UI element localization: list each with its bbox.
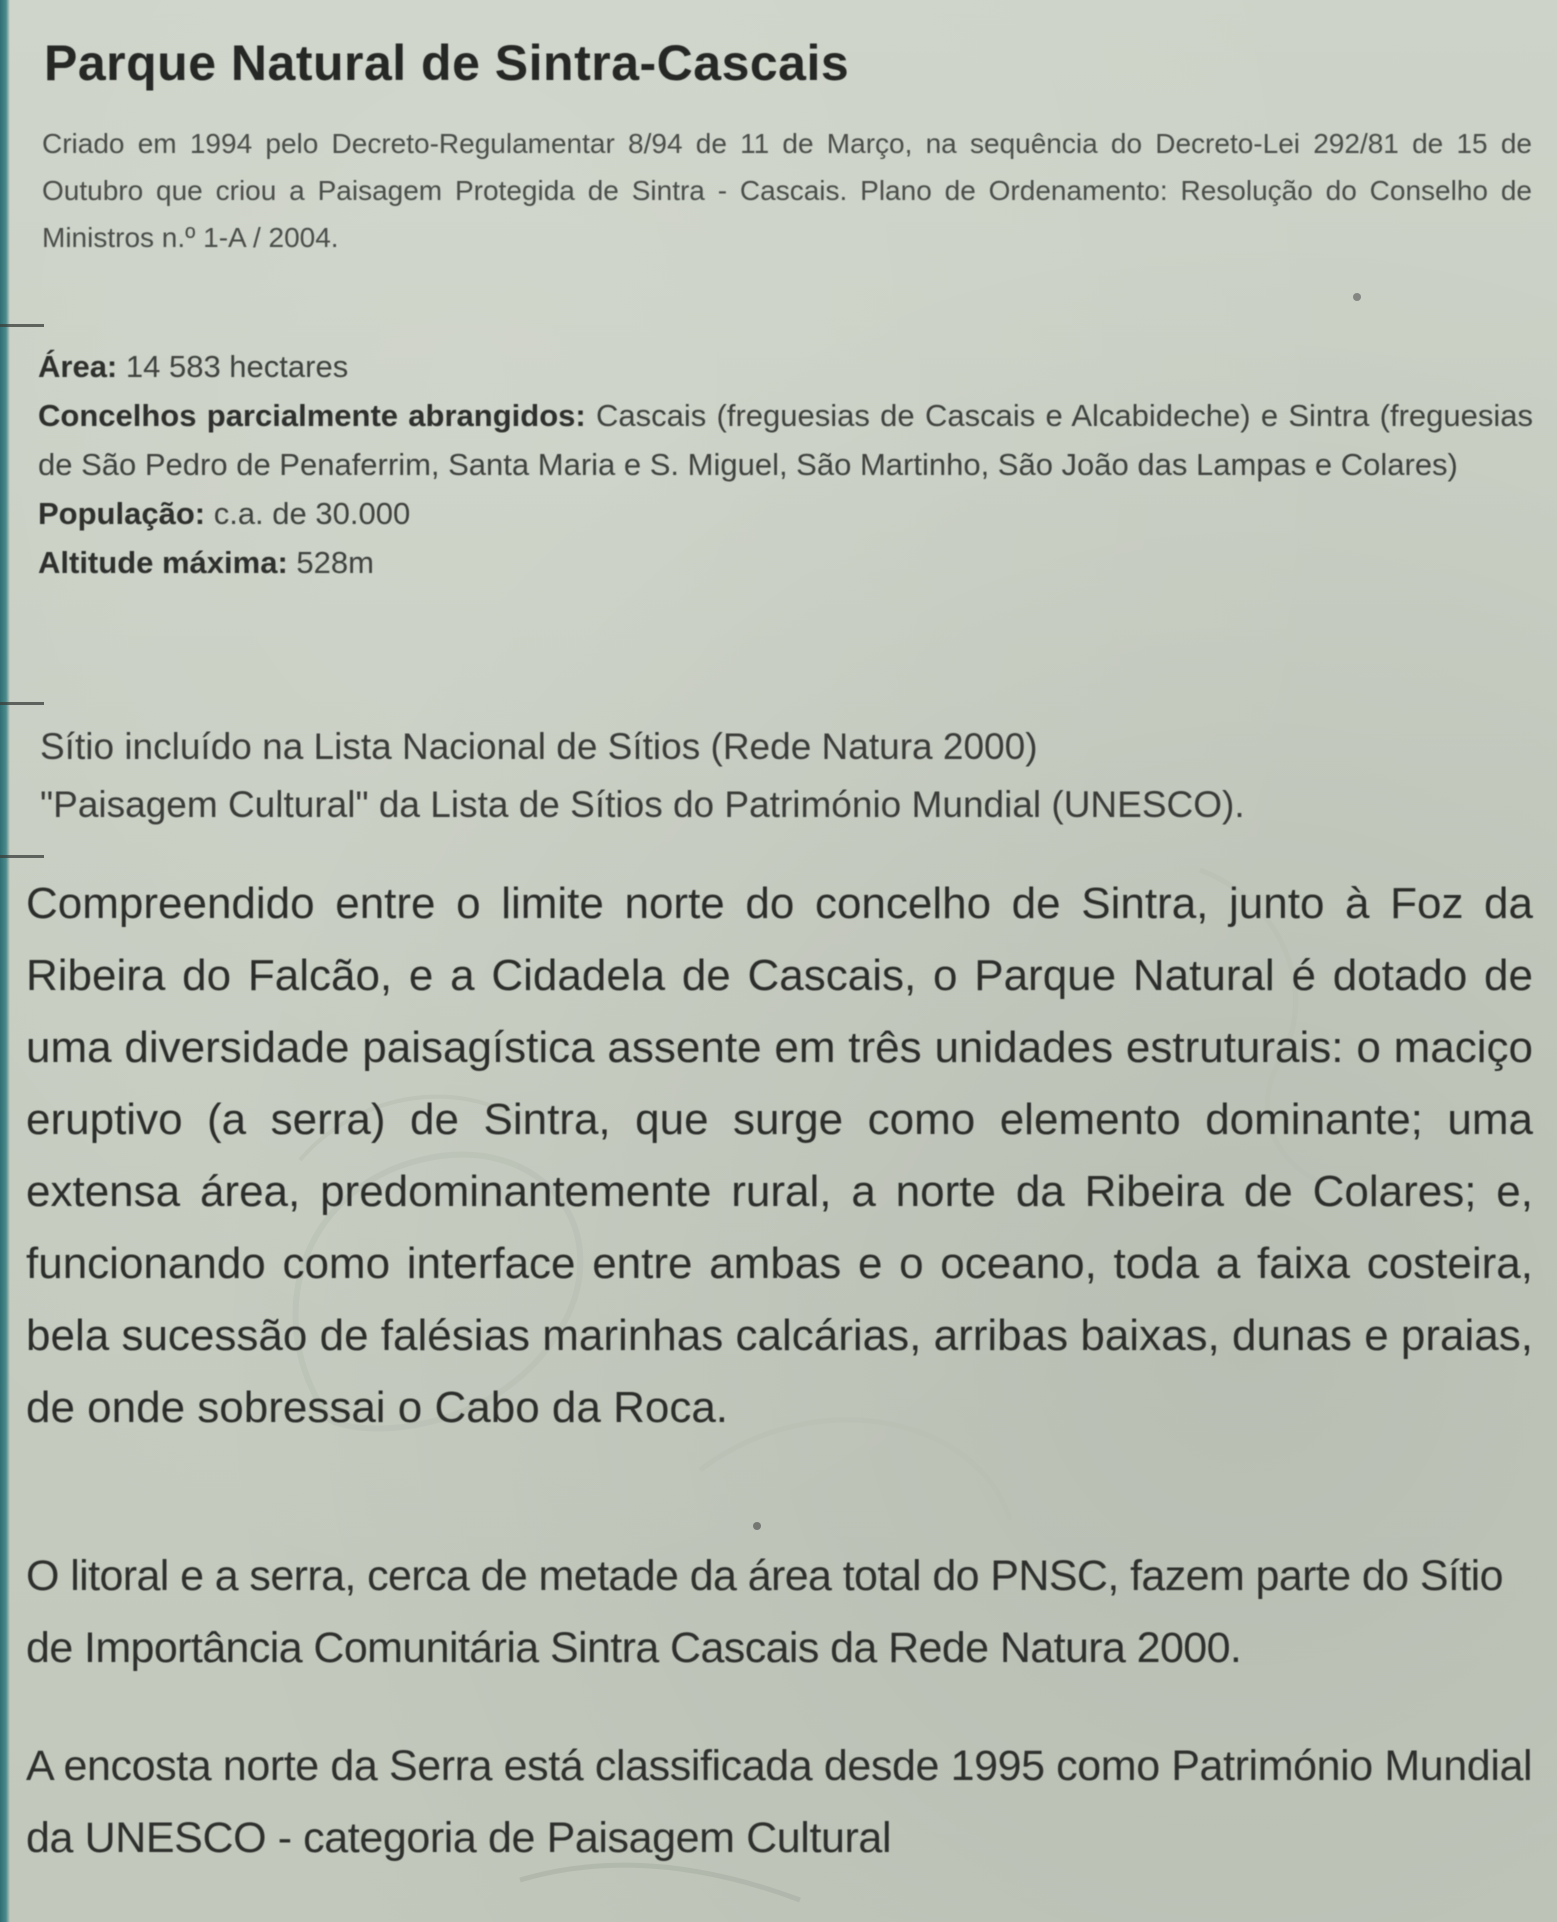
paragraph-encosta: A encosta norte da Serra está classificada desde 1995 como Património Mundial da UNESCO - categoria de Paisagem Cultural	[26, 1742, 1533, 1862]
facts-block	[38, 342, 1533, 587]
fact-altitude-label: Altitude máxima:	[38, 545, 288, 580]
intro-text: Criado em 1994 pelo Decreto-Regulamentar 8/94 de 11 de Março, na sequência do Decreto-Lei 292/81 de 15 de Outubro que criou a Paisagem Protegida de Sintra - Cascais. Plano de Ordenamento: Resolução do Conselho de Ministros n.º 1-A / 2004.	[42, 128, 1532, 253]
fact-population-label: População:	[38, 496, 206, 531]
fact-altitude	[38, 538, 1533, 587]
divider-mark	[0, 324, 44, 327]
sites-block	[40, 718, 1535, 834]
fact-area-value: 14 583 hectares	[117, 349, 349, 384]
sites-line-natura: Sítio incluído na Lista Nacional de Sítios (Rede Natura 2000)	[40, 726, 1038, 767]
fact-population-value: c.a. de 30.000	[205, 496, 411, 531]
fact-municipalities-value: Cascais (freguesias de Cascais e Alcabideche) e Sintra (freguesias de São Pedro de Penaferrim, Santa Maria e S. Miguel, São Martinho, São João das Lampas e Colares)	[38, 398, 1533, 482]
fact-area	[38, 342, 1533, 391]
sign-title: Parque Natural de Sintra-Cascais	[44, 35, 850, 91]
main-paragraph: Compreendido entre o limite norte do concelho de Sintra, junto à Foz da Ribeira do Falcão, e a Cidadela de Cascais, o Parque Natural é dotado de uma diversidade paisagística assente em três unidades estruturais: o maciço eruptivo (a serra) de Sintra, que surge como elemento dominante; uma extensa área, predominantemente rural, a norte da Ribeira de Colares; e, funcionando como interface entre ambas e o oceano, toda a faixa costeira, bela sucessão de falésias marinhas calcárias, arribas baixas, dunas e praias, de onde sobressai o Cabo da Roca.	[26, 879, 1533, 1432]
sign-edge-strip	[0, 0, 10, 1922]
fact-municipalities-label: Concelhos parcialmente abrangidos:	[38, 398, 586, 433]
paragraph-litoral: O litoral e a serra, cerca de metade da área total do PNSC, fazem parte do Sítio de Importância Comunitária Sintra Cascais da Rede Natura 2000.	[26, 1552, 1503, 1672]
divider-mark	[0, 855, 44, 858]
fact-area-label: Área:	[38, 349, 118, 384]
fact-altitude-value: 528m	[287, 545, 374, 580]
fact-population	[38, 489, 1533, 538]
divider-mark	[0, 702, 44, 705]
fact-municipalities	[38, 391, 1533, 489]
sites-line-unesco: "Paisagem Cultural" da Lista de Sítios do Património Mundial (UNESCO).	[40, 784, 1245, 825]
